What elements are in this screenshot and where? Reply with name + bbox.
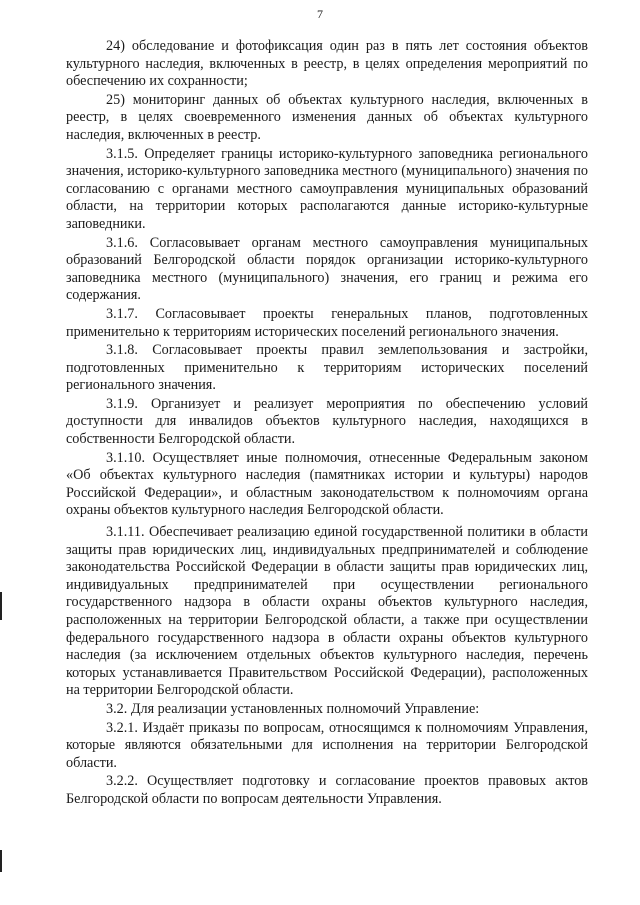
paragraph-3-1-6: 3.1.6. Согласовывает органам местного самоуправления муниципальных образований Белгородской области порядок организации историко-культурного заповедника местного (муниципального) значения, его границ и режима его содержания.	[66, 234, 588, 304]
paragraph-3-2-1: 3.2.1. Издаёт приказы по вопросам, относящимся к полномочиям Управления, которые являются обязательными для исполнения на территории Белгородской области.	[66, 719, 588, 771]
scan-mark-left	[0, 592, 2, 620]
paragraph-3-1-7: 3.1.7. Согласовывает проекты генеральных планов, подготовленных применительно к территориям исторических поселений регионального значения.	[66, 305, 588, 340]
paragraph-3-1-9: 3.1.9. Организует и реализует мероприятия по обеспечению условий доступности для инвалидов объектов культурного наследия, находящихся в собственности Белгородской области.	[66, 395, 588, 448]
paragraph-item-24: 24) обследование и фотофиксация один раз в пять лет состояния объектов культурного наследия, включенных в реестр, в целях определения мероприятий по обеспечению их сохранности;	[66, 38, 588, 90]
paragraph-3-1-10: 3.1.10. Осуществляет иные полномочия, отнесенные Федеральным законом «Об объектах культурного наследия (памятниках истории и культуры) народов Российской Федерации», и областным законодательством к полномочиям органа охраны объектов культурного наследия Белгородской области.	[66, 449, 588, 519]
paragraph-3-1-8: 3.1.8. Согласовывает проекты правил землепользования и застройки, подготовленных применительно к территориям исторических поселений регионального значения.	[66, 342, 588, 394]
paragraph-3-2-2: 3.2.2. Осуществляет подготовку и согласование проектов правовых актов Белгородской области по вопросам деятельности Управления.	[66, 773, 588, 807]
paragraph-item-25: 25) мониторинг данных об объектах культурного наследия, включенных в реестр, в целях своевременного изменения данных об объектах культурного наследия, включенных в реестр.	[66, 91, 588, 143]
paragraph-3-2: 3.2. Для реализации установленных полномочий Управление:	[106, 700, 480, 717]
scan-mark-left-lower	[0, 850, 2, 872]
paragraph-3-1-5: 3.1.5. Определяет границы историко-культурного заповедника регионального значения, историко-культурного заповедника местного (муниципального) значения по согласованию с органами местного самоуправления муниципальных образований области, на территории которых располагаются данные историко-культурные заповедники.	[66, 145, 588, 232]
paragraph-3-1-11: 3.1.11. Обеспечивает реализацию единой государственной политики в области защиты прав юридических лиц, индивидуальных предпринимателей и соблюдение законодательства Российской Федерации в области защиты прав юридических лиц, индивидуальных предпринимателей при осуществлении регионального государственного надзора в области охраны объектов культурного наследия, расположенных на территории Белгородской области, а также при осуществлении федерального государственного надзора в области охраны объектов культурного наследия (за исключением отдельных объектов культурного наследия, перечень которых устанавливается Правительством Российской Федерации), расположенных на территории Белгородской области.	[66, 524, 588, 699]
document-body	[66, 38, 588, 810]
page-number: 7	[317, 7, 323, 21]
